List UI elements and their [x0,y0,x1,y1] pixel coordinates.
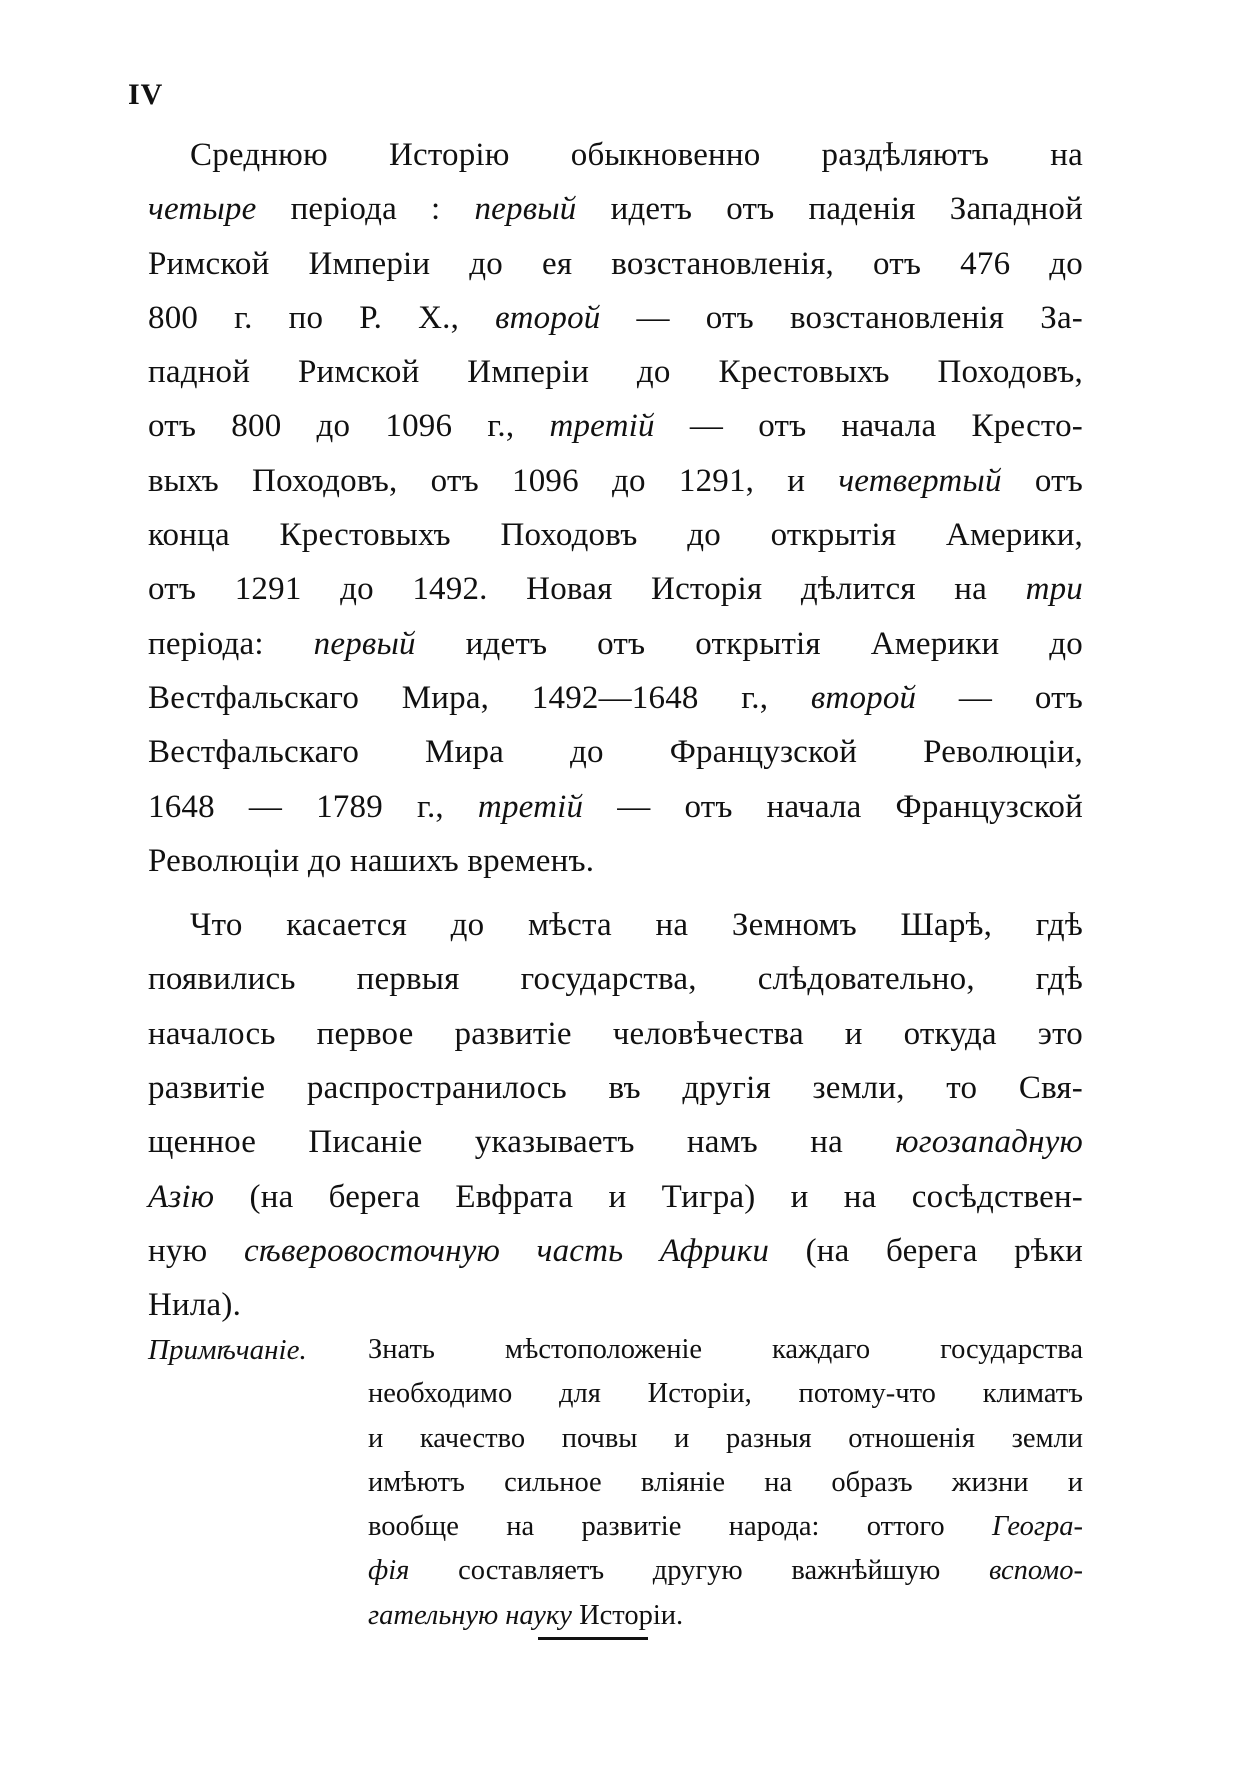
italic-run: первый [313,625,416,662]
text-line [148,725,1083,779]
text-line [368,1505,1083,1549]
text-run: идетъ отъ открытія Америки до [415,625,1083,662]
text-line [148,237,1083,291]
text-run: конца Крестовыхъ Походовъ до открытія Америки, [148,517,1083,554]
text-line [148,1061,1083,1115]
text-run: имѣютъ сильное вліяніе на образъ жизни и [368,1466,1083,1498]
text-run: — отъ начала Французской [583,788,1083,825]
text-line [368,1372,1083,1416]
text-run: 800 г. по Р. Х., [148,299,496,336]
text-line [148,1224,1083,1278]
italic-run: третій [549,408,655,445]
text-run: развитіе распространилось въ другія земли, то Свя- [148,1070,1083,1107]
text-run: отъ 800 до 1096 г., [148,408,550,445]
page-number: IV [128,78,164,111]
italic-run: второй [810,679,917,716]
text-run: Среднюю Исторію обыкновенно раздѣляютъ на [190,137,1083,173]
italic-run: второй [495,299,601,336]
text-line [148,345,1083,399]
text-line [148,1115,1083,1169]
text-line [368,1594,1083,1638]
text-run: составляетъ другую важнѣйшую [409,1555,989,1587]
text-run: падной Римской Имперіи до Крестовыхъ Походовъ, [148,354,1083,391]
text-line [148,182,1083,236]
italic-run: четыре [148,191,257,228]
italic-run: три [1025,571,1083,608]
text-run: выхъ Походовъ, отъ 1096 до 1291, и [148,462,839,499]
italic-run: сѣверовосточную часть Африки [243,1232,770,1269]
text-run: Что касается до мѣста на Земномъ Шарѣ, гдѣ [190,907,1083,944]
text-run: необходимо для Исторіи, потому-что климатъ [368,1378,1083,1410]
italic-run: четвертый [838,462,1002,499]
text-line [368,1328,1083,1372]
text-line [148,1278,1083,1332]
text-run: Вестфальскаго Мира до Французской Революціи, [148,734,1083,771]
text-run: Революціи до нашихъ временъ. [148,842,595,879]
text-run: (на берега Евфрата и Тигра) и на сосѣдствен- [214,1178,1083,1215]
text-run: вообще на развитіе народа: оттого [368,1511,992,1543]
text-run: — отъ начала Кресто- [654,408,1083,445]
text-line [148,834,1083,888]
text-line [148,399,1083,453]
text-run: Римской Имперіи до ея возстановленія, отъ 476 до [148,245,1083,282]
text-line [368,1549,1083,1593]
text-run: — отъ [916,679,1083,716]
text-line [148,898,1083,952]
text-line [148,1170,1083,1224]
text-line [148,780,1083,834]
text-run: ную [148,1232,244,1269]
text-line [368,1417,1083,1461]
text-run: періода: [148,625,314,662]
text-run: Нила). [148,1287,242,1324]
text-run: идетъ отъ паденія Западной [576,191,1083,228]
italic-run: югозападную [895,1124,1083,1161]
text-run: Исторіи. [571,1599,684,1631]
text-run: Знать мѣстоположеніе каждаго государства [368,1334,1083,1365]
closing-rule [538,1637,648,1640]
text-line [148,1007,1083,1061]
text-line [148,952,1083,1006]
main-text [148,128,1083,1333]
text-line [368,1461,1083,1505]
text-line [148,562,1083,616]
text-run: 1648 — 1789 г., [148,788,478,825]
text-run: отъ 1291 до 1492. Новая Исторія дѣлится на [148,571,1026,608]
italic-run: Азію [148,1178,215,1215]
italic-run: фія [368,1555,410,1587]
italic-run: гательную науку [368,1599,572,1631]
text-run: Вестфальскаго Мира, 1492—1648 г., [148,679,811,716]
paragraph-gap [148,888,1083,898]
text-run: появились первыя государства, слѣдовательно, гдѣ [148,961,1083,998]
italic-run: вспомо- [989,1555,1083,1587]
text-line [148,291,1083,345]
text-run: щенное Писаніе указываетъ намъ на [148,1124,896,1161]
text-line [148,508,1083,562]
text-run: — отъ возстановленія За- [600,299,1083,336]
text-line [148,128,1083,182]
note-label: Примѣчаніе. [148,1334,307,1366]
text-run: періода : [256,191,475,228]
text-run: и качество почвы и разныя отношенія земли [368,1422,1083,1454]
italic-run: третій [477,788,584,825]
italic-run: Геогра- [992,1511,1083,1543]
text-run: началось первое развитіе человѣчества и откуда это [148,1015,1083,1052]
text-line [148,454,1083,508]
note-body [368,1328,1083,1638]
text-line [148,617,1083,671]
text-run: отъ [1001,462,1083,499]
italic-run: первый [474,191,577,228]
text-line [148,671,1083,725]
text-run: (на берега рѣки [769,1232,1083,1269]
